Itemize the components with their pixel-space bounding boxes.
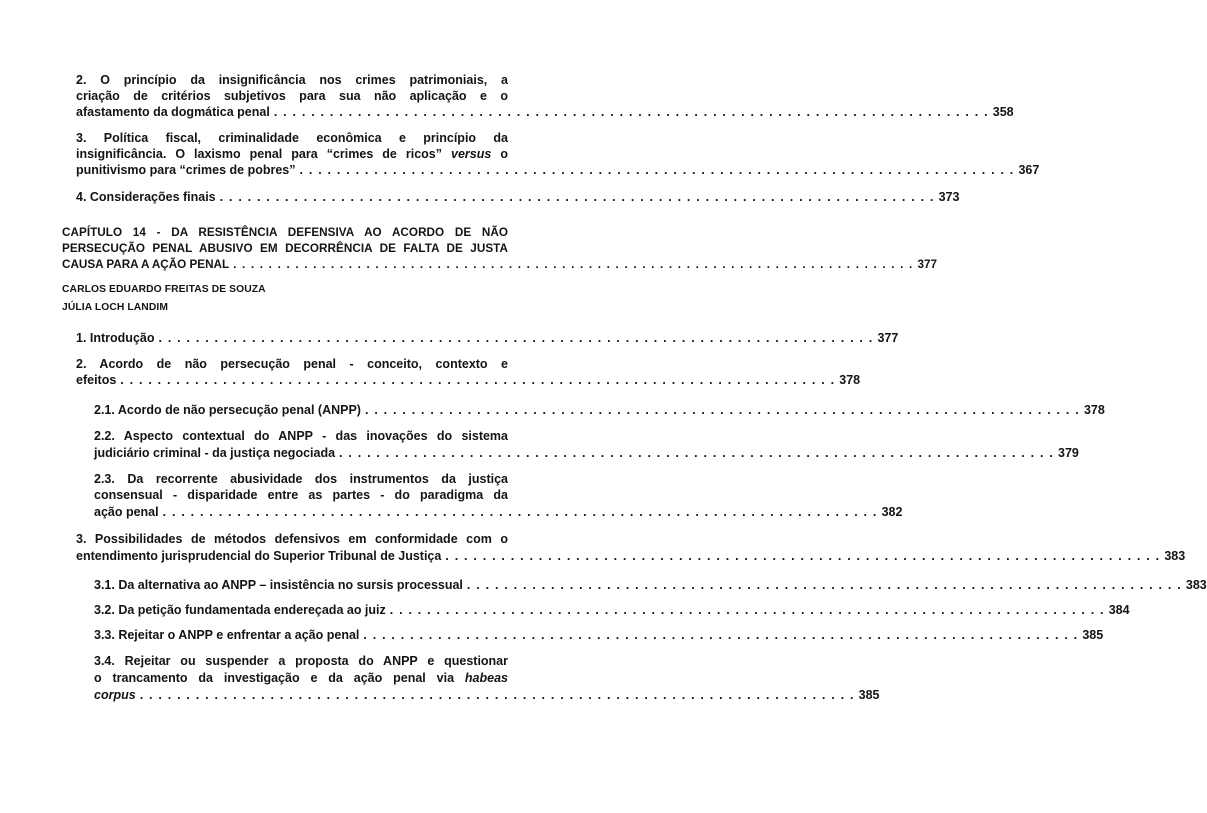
toc-entry-last-line bbox=[94, 504, 903, 520]
dot-leader: . . . . . . . . . . . . . . . . . . . . . . . . . . . . . . . . . . . . . . . . . . . . . . . . . . . . . . . . . . . . . . . . . . . . . . . . . . . . . bbox=[364, 403, 1080, 417]
dot-leader: . . . . . . . . . . . . . . . . . . . . . . . . . . . . . . . . . . . . . . . . . . . . . . . . . . . . . . . . . . . . . . . . . . . . . . . . . . . . . bbox=[162, 505, 878, 519]
page-number: 383 bbox=[1185, 578, 1207, 592]
toc-entry-line: 3. Possibilidades de métodos defensivos em conformidade com o bbox=[76, 532, 508, 546]
toc-entry-line: 3.2. Da petição fundamentada endereçada ao juiz bbox=[94, 603, 386, 617]
page-number: 358 bbox=[992, 105, 1014, 119]
toc-entry-line: judiciário criminal - da justiça negociada bbox=[94, 446, 336, 460]
toc-entry-line: 3.1. Da alternativa ao ANPP – insistência no sursis processual bbox=[94, 578, 463, 592]
page-number: 379 bbox=[1058, 446, 1079, 460]
toc-entry-last-line bbox=[76, 162, 1040, 178]
toc-entry-line: 3. Política fiscal, criminalidade econômica e princípio da bbox=[76, 131, 508, 145]
dot-leader: . . . . . . . . . . . . . . . . . . . . . . . . . . . . . . . . . . . . . . . . . . . . . . . . . . . . . . . . . . . . . . . . . . . . . . . . . . . . . bbox=[339, 446, 1055, 460]
toc-entry-line: afastamento da dogmática penal bbox=[76, 105, 270, 119]
page-number: 382 bbox=[881, 505, 903, 519]
chapter-title-line: CAPÍTULO 14 - DA RESISTÊNCIA DEFENSIVA AO ACORDO DE NÃO bbox=[62, 226, 508, 239]
toc-entry-line: entendimento jurisprudencial do Superior Tribunal de Justiça bbox=[76, 549, 442, 563]
page-number: 377 bbox=[877, 331, 899, 345]
dot-leader: . . . . . . . . . . . . . . . . . . . . . . . . . . . . . . . . . . . . . . . . . . . . . . . . . . . . . . . . . . . . . . . . . . . . . . . . . . . . . bbox=[139, 688, 855, 702]
page-number: 373 bbox=[938, 190, 960, 204]
page-number: 378 bbox=[839, 373, 861, 387]
dot-leader: . . . . . . . . . . . . . . . . . . . . . . . . . . . . . . . . . . . . . . . . . . . . . . . . . . . . . . . . . . . . . . . . . . . . . . . . . . . . . bbox=[273, 105, 989, 119]
dot-leader: . . . . . . . . . . . . . . . . . . . . . . . . . . . . . . . . . . . . . . . . . . . . . . . . . . . . . . . . . . . . . . . . . . . . . . . . . . . . . bbox=[363, 628, 1079, 642]
toc-entry-line: 2.1. Acordo de não persecução penal (ANPP) bbox=[94, 403, 361, 417]
page-number: 367 bbox=[1018, 163, 1040, 177]
toc-entry-line: 2. Acordo de não persecução penal - conceito, contexto e bbox=[76, 357, 508, 371]
toc-entry-line: punitivismo para “crimes de pobres” bbox=[76, 163, 296, 177]
dot-leader: . . . . . . . . . . . . . . . . . . . . . . . . . . . . . . . . . . . . . . . . . . . . . . . . . . . . . . . . . . . . . . . . . . . . . . . . . . . . . bbox=[445, 549, 1161, 563]
page-number: 384 bbox=[1108, 603, 1130, 617]
toc-entry-3-2 bbox=[94, 602, 1130, 618]
dot-leader: . . . . . . . . . . . . . . . . . . . . . . . . . . . . . . . . . . . . . . . . . . . . . . . . . . . . . . . . . . . . . . . . . . . . . . . . . . . . . bbox=[389, 603, 1105, 617]
toc-entry-line: 4. Considerações finais bbox=[76, 190, 216, 204]
toc-entry-line: 1. Introdução bbox=[76, 331, 155, 345]
line-text-before-italic: insignificância. O laxismo penal para “crimes de ricos” bbox=[76, 147, 452, 161]
toc-entry-last-line bbox=[94, 687, 880, 703]
dot-leader: . . . . . . . . . . . . . . . . . . . . . . . . . . . . . . . . . . . . . . . . . . . . . . . . . . . . . . . . . . . . . . . . . . . . . . . . . . . . . bbox=[120, 373, 836, 387]
page-number: 383 bbox=[1164, 549, 1186, 563]
dot-leader: . . . . . . . . . . . . . . . . . . . . . . . . . . . . . . . . . . . . . . . . . . . . . . . . . . . . . . . . . . . . . . . . . . . . . . . . . . . . . bbox=[219, 190, 935, 204]
toc-entry-3-1 bbox=[94, 577, 1207, 593]
toc-entry-3-3 bbox=[94, 627, 1104, 643]
toc-entry-line: 3.4. Rejeitar ou suspender a proposta do ANPP e questionar bbox=[94, 654, 508, 668]
italic-versus: versus bbox=[451, 147, 492, 161]
toc-entry-line: 2.2. Aspecto contextual do ANPP - das inovações do sistema bbox=[94, 429, 508, 443]
chapter-title-line: CAUSA PARA A AÇÃO PENAL bbox=[62, 258, 230, 271]
page-number: 385 bbox=[858, 688, 880, 702]
toc-entry-consideracoes-finais bbox=[76, 189, 960, 205]
toc-entry-line: consensual - disparidade entre as partes - do paradigma da bbox=[94, 488, 508, 502]
italic-habeas: habeas bbox=[464, 671, 508, 685]
dot-leader: . . . . . . . . . . . . . . . . . . . . . . . . . . . . . . . . . . . . . . . . . . . . . . . . . . . . . . . . . . . . . . . . . . . . . . . . . . . . . bbox=[233, 258, 914, 271]
page-number: 377 bbox=[917, 258, 938, 271]
page-number: 378 bbox=[1083, 403, 1105, 417]
toc-entry-2-1 bbox=[94, 402, 1105, 418]
toc-entry-introducao bbox=[76, 330, 899, 346]
chapter-title-last-line bbox=[62, 257, 938, 273]
toc-entry-last-line bbox=[94, 445, 1079, 461]
toc-entry-line: o trancamento da investigação e da ação penal via habeas bbox=[94, 671, 508, 685]
toc-entry-last-line bbox=[76, 548, 1186, 564]
toc-entry-line: insignificância. O laxismo penal para “crimes de ricos” versus o bbox=[76, 147, 508, 161]
toc-entry-last-line bbox=[76, 372, 861, 388]
dot-leader: . . . . . . . . . . . . . . . . . . . . . . . . . . . . . . . . . . . . . . . . . . . . . . . . . . . . . . . . . . . . . . . . . . . . . . . . . . . . . bbox=[466, 578, 1182, 592]
page-number: 385 bbox=[1082, 628, 1104, 642]
toc-entry-line: efeitos bbox=[76, 373, 117, 387]
chapter-author: JÚLIA LOCH LANDIM bbox=[62, 302, 168, 313]
dot-leader: . . . . . . . . . . . . . . . . . . . . . . . . . . . . . . . . . . . . . . . . . . . . . . . . . . . . . . . . . . . . . . . . . . . . . . . . . . . . . bbox=[158, 331, 874, 345]
toc-entry-line: 2. O princípio da insignificância nos crimes patrimoniais, a bbox=[76, 73, 508, 87]
toc-entry-last-line bbox=[76, 104, 1014, 120]
dot-leader: . . . . . . . . . . . . . . . . . . . . . . . . . . . . . . . . . . . . . . . . . . . . . . . . . . . . . . . . . . . . . . . . . . . . . . . . . . . . . bbox=[299, 163, 1015, 177]
toc-entry-line: 2.3. Da recorrente abusividade dos instrumentos da justiça bbox=[94, 472, 508, 486]
chapter-title-line: PERSECUÇÃO PENAL ABUSIVO EM DECORRÊNCIA DE FALTA DE JUSTA bbox=[62, 242, 508, 255]
toc-entry-line: ação penal bbox=[94, 505, 159, 519]
chapter-author: CARLOS EDUARDO FREITAS DE SOUZA bbox=[62, 284, 266, 295]
toc-entry-line: corpus bbox=[94, 688, 136, 702]
toc-entry-line: 3.3. Rejeitar o ANPP e enfrentar a ação penal bbox=[94, 628, 360, 642]
toc-entry-line: criação de critérios subjetivos para sua não aplicação e o bbox=[76, 89, 508, 103]
